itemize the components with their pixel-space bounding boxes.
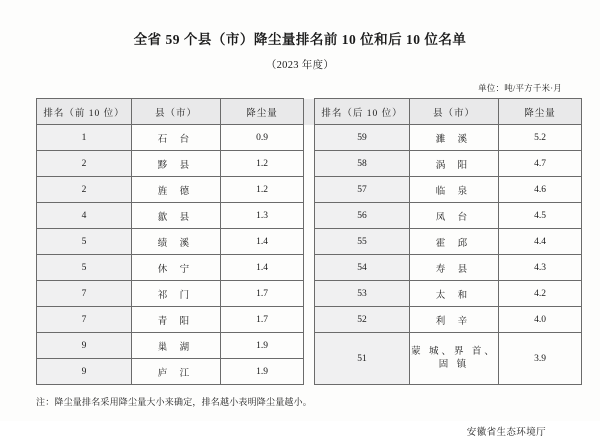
cell-left-county: 黟 县 — [132, 151, 221, 177]
cell-left-dust: 1.7 — [221, 281, 304, 307]
cell-left-county: 庐 江 — [132, 359, 221, 385]
table-row — [37, 229, 582, 255]
cell-right-dust: 4.2 — [499, 281, 582, 307]
cell-right-rank: 53 — [315, 281, 410, 307]
cell-right-county: 凤 台 — [410, 203, 499, 229]
table-note: 注：降尘量排名采用降尘量大小来确定，排名越小表明降尘量越小。 — [36, 397, 313, 407]
cell-left-dust: 1.7 — [221, 307, 304, 333]
table-row — [37, 177, 582, 203]
cell-left-county: 石 台 — [132, 125, 221, 151]
cell-left-rank: 7 — [37, 307, 132, 333]
cell-right-rank: 57 — [315, 177, 410, 203]
cell-left-county: 祁 门 — [132, 281, 221, 307]
cell-right-dust: 3.9 — [499, 333, 582, 385]
table-gap — [304, 151, 315, 177]
cell-left-dust: 1.3 — [221, 203, 304, 229]
cell-left-rank: 9 — [37, 333, 132, 359]
cell-left-dust: 1.2 — [221, 151, 304, 177]
cell-left-rank: 2 — [37, 151, 132, 177]
cell-right-rank: 58 — [315, 151, 410, 177]
cell-right-rank: 56 — [315, 203, 410, 229]
cell-right-rank: 52 — [315, 307, 410, 333]
cell-right-county: 临 泉 — [410, 177, 499, 203]
cell-right-county: 霍 邱 — [410, 229, 499, 255]
table-row — [37, 281, 582, 307]
table-row — [37, 255, 582, 281]
cell-right-county: 蒙 城、界 首、 固 镇 — [410, 333, 499, 385]
cell-right-county: 利 辛 — [410, 307, 499, 333]
header-right-dust: 降尘量 — [499, 99, 582, 125]
table-row — [37, 307, 582, 333]
cell-right-rank: 55 — [315, 229, 410, 255]
cell-right-dust: 5.2 — [499, 125, 582, 151]
cell-right-rank: 54 — [315, 255, 410, 281]
ranking-table — [36, 98, 582, 385]
issuing-agency: 安徽省生态环境厅 — [466, 428, 546, 438]
cell-right-county: 涡 阳 — [410, 151, 499, 177]
cell-right-dust: 4.5 — [499, 203, 582, 229]
table-header — [37, 99, 582, 125]
cell-left-county: 歙 县 — [132, 203, 221, 229]
cell-right-rank: 51 — [315, 333, 410, 385]
cell-right-rank: 59 — [315, 125, 410, 151]
cell-left-dust: 0.9 — [221, 125, 304, 151]
cell-right-county: 濉 溪 — [410, 125, 499, 151]
cell-left-dust: 1.9 — [221, 359, 304, 385]
cell-left-dust: 1.2 — [221, 177, 304, 203]
table-gap — [304, 99, 315, 125]
table-gap — [304, 307, 315, 333]
table-row — [37, 333, 582, 359]
table-gap — [304, 229, 315, 255]
cell-left-county: 绩 溪 — [132, 229, 221, 255]
cell-left-rank: 1 — [37, 125, 132, 151]
header-right-county: 县（市） — [410, 99, 499, 125]
header-left-rank: 排名（前 10 位） — [37, 99, 132, 125]
cell-right-dust: 4.7 — [499, 151, 582, 177]
cell-right-dust: 4.6 — [499, 177, 582, 203]
cell-left-county: 旌 德 — [132, 177, 221, 203]
cell-left-rank: 7 — [37, 281, 132, 307]
cell-left-rank: 2 — [37, 177, 132, 203]
cell-left-dust: 1.4 — [221, 255, 304, 281]
table-header-row — [37, 99, 582, 125]
table-body — [37, 125, 582, 385]
table-row — [37, 203, 582, 229]
unit-label: 单位：吨/平方千米·月 — [478, 83, 562, 93]
cell-left-dust: 1.9 — [221, 333, 304, 359]
table-gap — [304, 177, 315, 203]
page-subtitle: （2023 年度） — [265, 60, 335, 71]
cell-right-dust: 4.0 — [499, 307, 582, 333]
cell-right-county: 寿 县 — [410, 255, 499, 281]
ranking-table-wrapper — [36, 98, 564, 385]
table-row — [37, 125, 582, 151]
cell-left-rank: 9 — [37, 359, 132, 385]
cell-right-dust: 4.3 — [499, 255, 582, 281]
cell-right-dust: 4.4 — [499, 229, 582, 255]
cell-right-county: 太 和 — [410, 281, 499, 307]
cell-left-rank: 5 — [37, 255, 132, 281]
table-gap — [304, 333, 315, 359]
table-gap — [304, 255, 315, 281]
page-title: 全省 59 个县（市）降尘量排名前 10 位和后 10 位名单 — [133, 32, 467, 47]
table-gap — [304, 359, 315, 385]
header-left-county: 县（市） — [132, 99, 221, 125]
table-gap — [304, 281, 315, 307]
header-left-dust: 降尘量 — [221, 99, 304, 125]
cell-left-rank: 5 — [37, 229, 132, 255]
table-row — [37, 151, 582, 177]
cell-left-dust: 1.4 — [221, 229, 304, 255]
cell-left-rank: 4 — [37, 203, 132, 229]
cell-left-county: 休 宁 — [132, 255, 221, 281]
table-gap — [304, 203, 315, 229]
cell-left-county: 青 阳 — [132, 307, 221, 333]
header-right-rank: 排名（后 10 位） — [315, 99, 410, 125]
cell-left-county: 巢 湖 — [132, 333, 221, 359]
table-gap — [304, 125, 315, 151]
